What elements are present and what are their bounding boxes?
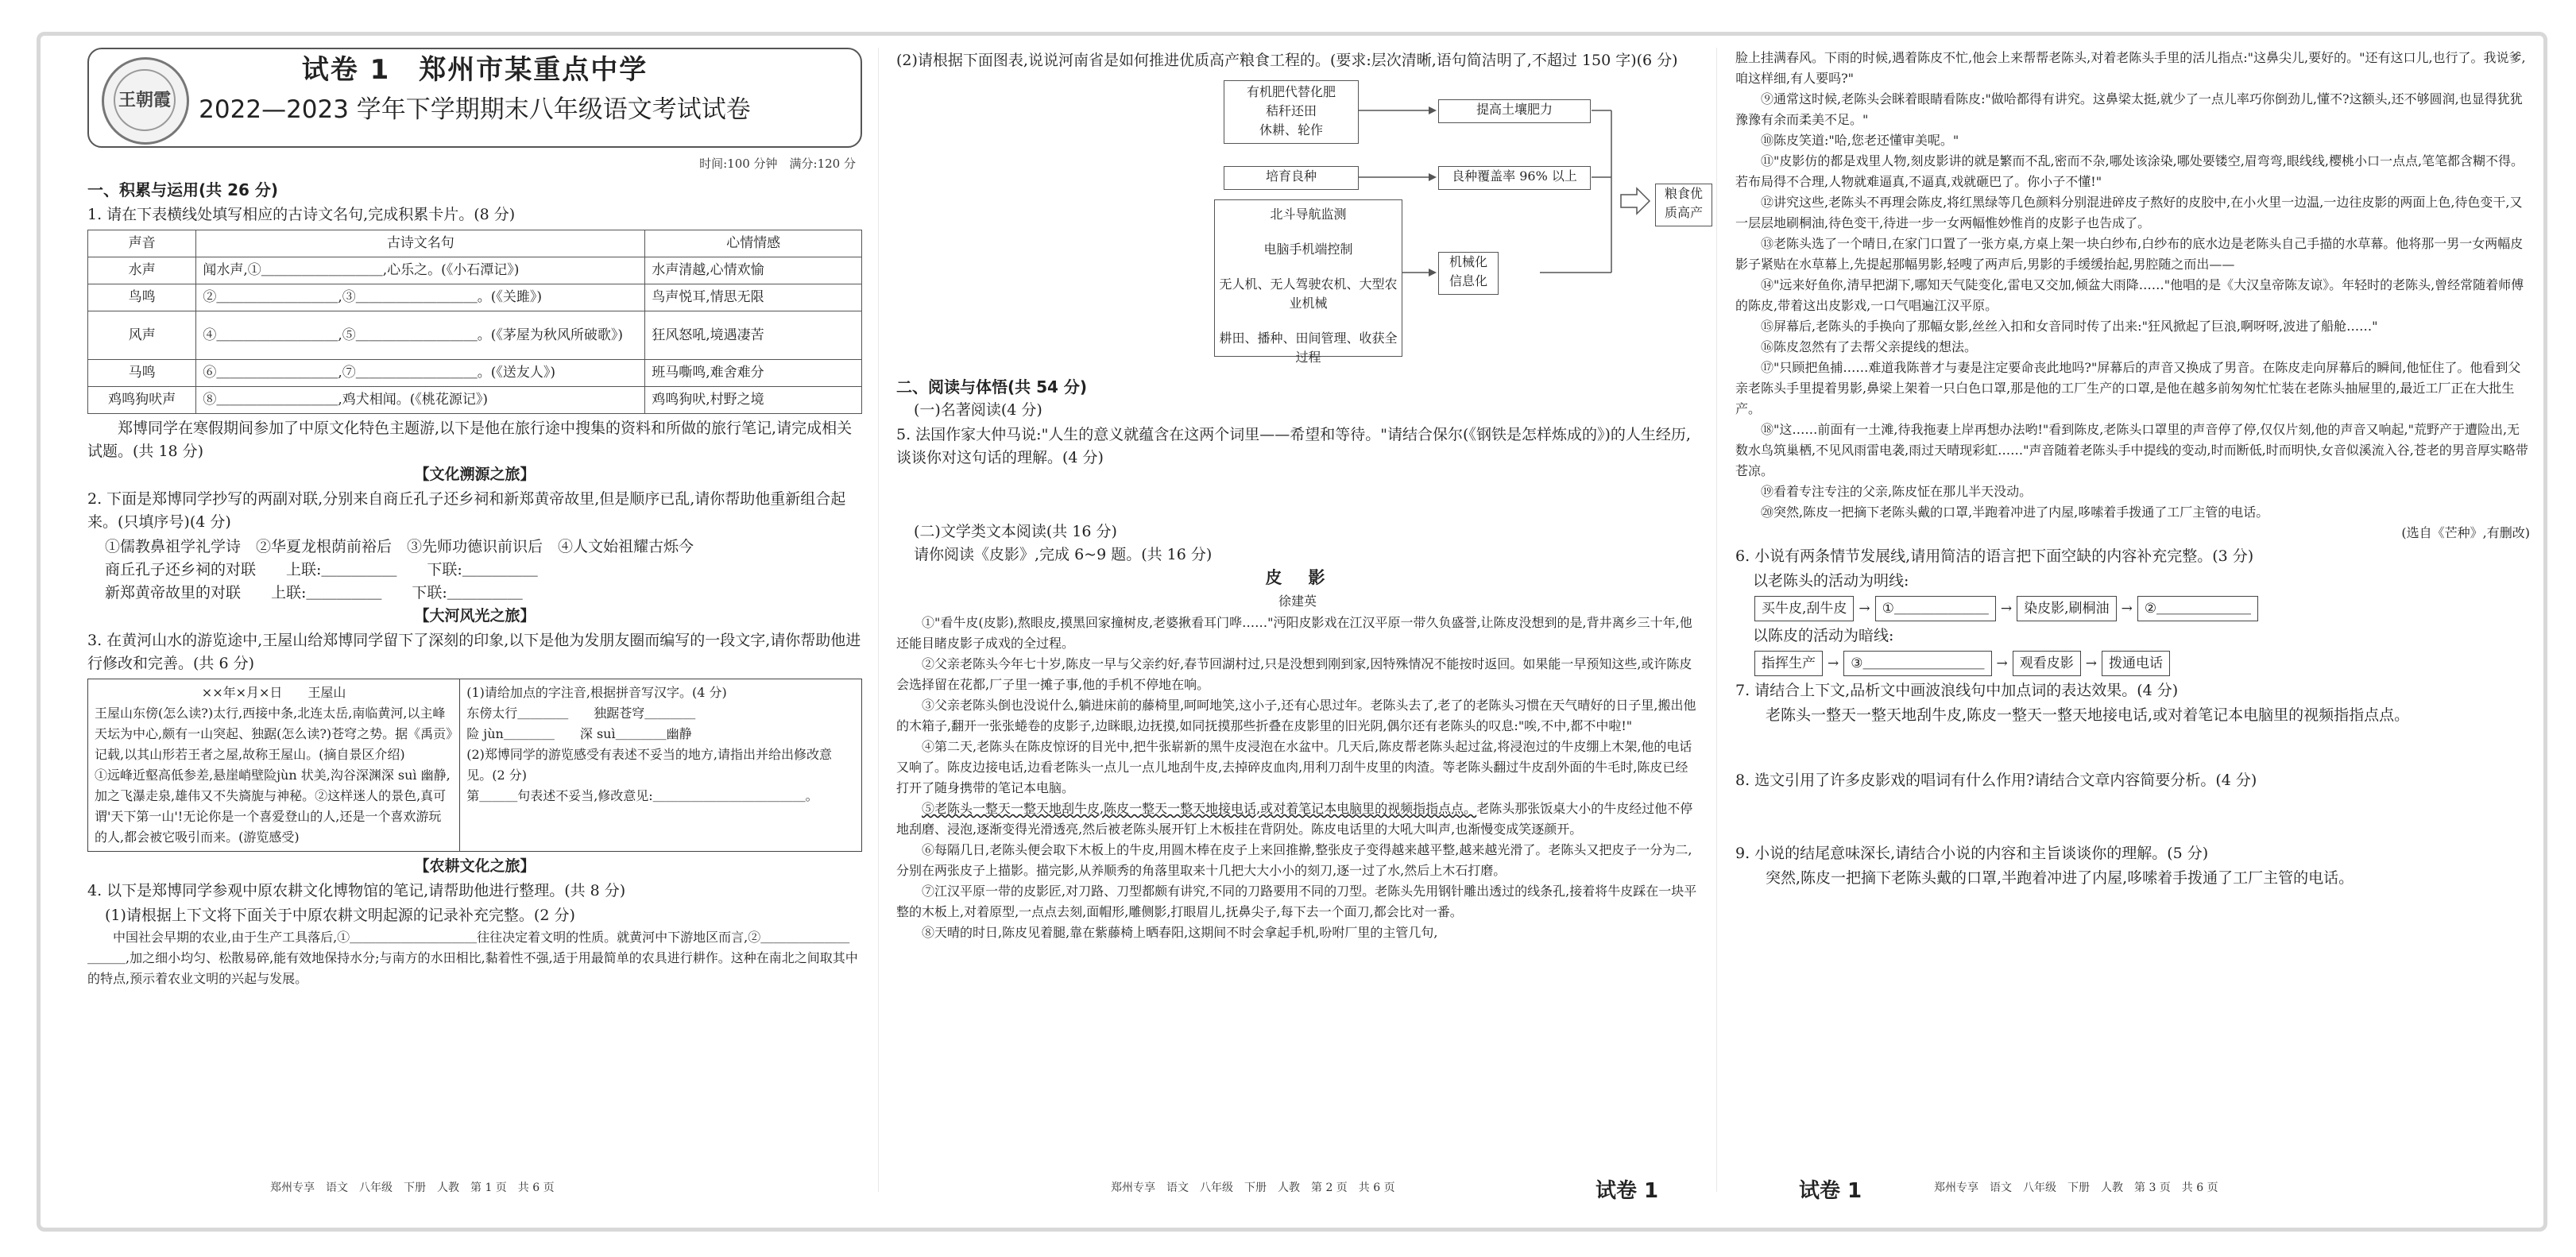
story-para-10: ⑩陈皮笑道:"哈,您老还懂审美呢。" (1761, 133, 1959, 148)
cell: 班马嘶鸣,难舍难分 (645, 360, 862, 387)
q6-line-2: 以陈皮的活动为暗线: (1753, 627, 1894, 644)
q7-quote[interactable]: 老陈头一整天一整天地刮牛皮,陈皮一整天一整天地接电话,或对着笔记本电脑里的视频指指点点。 (1766, 706, 2410, 724)
col-header: 声音 (88, 230, 196, 257)
column-2 (896, 48, 1703, 1203)
cell-input[interactable]: ⑧＿＿＿＿＿＿＿＿＿,鸡犬相闻。(《桃花源记》) (196, 387, 645, 414)
question-7: 7. 请结合上下文,品析文中画波浪线句中加点词的表达效果。(4 分) (1735, 682, 2179, 699)
couplet-options: ①儒教鼻祖学礼学诗 ②华夏龙根荫前裕后 ③先师功德识前识后 ④人文始祖耀古烁今 (105, 538, 694, 555)
cell-input[interactable]: ⑥＿＿＿＿＿＿＿＿＿,⑦＿＿＿＿＿＿＿＿＿。(《送友人》) (196, 360, 645, 387)
q9-quote[interactable]: 突然,陈皮一把摘下老陈头戴的口罩,半跑着冲进了内屋,哆嗦着手拨通了工厂主管的电话。 (1766, 869, 2354, 887)
question-6: 6. 小说有两条情节发展线,请用简洁的语言把下面空缺的内容补充完整。(3 分) (1735, 547, 2254, 565)
story-para-11: ⑪"皮影仿的都是戏里人物,刻皮影讲的就是繁而不乱,密而不杂,哪处该涂染,哪处要镂空,眉弯弯,眼线线,樱桃小口一点点,笔笔都含糊不得。若布局得不合理,人物就难逼真,不逼真,戏就砸巴了。你小子不懂!" (1735, 153, 2524, 189)
story-para-4: ④第二天,老陈头在陈皮惊讶的目光中,把牛张崭新的黑牛皮浸泡在水盆中。几天后,陈皮帮老陈头起过盆,将浸泡过的牛皮绷上木架,他的电话又响了。陈皮边接电话,边看老陈头一点儿一点儿地刮牛皮,去掉碎皮血肉,用利刀刮牛皮里的肉渣。等老陈头翻过牛皮刮外面的牛毛时,陈皮已经打开了随身携带的笔记本电脑。 (896, 739, 1692, 795)
q3-sub-1: (1)请给加点的字注音,根据拼音写汉字。(4 分) (466, 685, 727, 700)
arrow-right-icon: → (2000, 600, 2013, 617)
story-para-15: ⑮屏幕后,老陈头的手换向了那幅女影,丝丝入扣和女音同时传了出来:"狂风掀起了巨浪,啊呀呀,波进了船舱……" (1761, 319, 2378, 334)
story-para-8: ⑧天晴的时日,陈皮见着腿,靠在紫藤椅上晒春阳,这期间不时会拿起手机,吩咐厂里的主管几句, (922, 925, 1438, 940)
moments-text (88, 679, 460, 851)
story-para-13: ⑬老陈头选了一个晴日,在家门口置了一张方桌,方桌上架一块白纱布,白纱布的底水边是老陈头自己手描的水草幕。他将那一男一女两幅皮影子紧贴在水草幕上,先提起那幅男影,轻嗖了两声后,男影的手缓缓抬起,男腔随之而出—— (1735, 236, 2524, 272)
chain-box: 观看皮影 (2013, 651, 2081, 676)
fiction-intro: 请你阅读《皮影》,完成 6~9 题。(共 16 分) (914, 546, 1213, 563)
table-row (88, 387, 862, 414)
page-footer-2: 郑州专享 语文 八年级 下册 人教 第 2 页 共 6 页 (1111, 1182, 1395, 1194)
flow-box-fertilizer: 有机肥代替化肥 秸秆还田 休耕、轮作 (1224, 80, 1359, 144)
chain-blank[interactable]: ③＿＿＿＿＿＿＿＿＿ (1843, 651, 1991, 676)
col-header: 古诗文名句 (196, 230, 645, 257)
q6-line-1: 以老陈头的活动为明线: (1753, 572, 1909, 590)
story-para-8-cont: 脸上挂满春风。下雨的时候,遇着陈皮不忙,他会上来帮帮老陈头,对着老陈头手里的活儿指点:"这鼻尖儿,要好的。"还有这口儿,也行了。我说爹,咱这样细,有人要吗?" (1735, 50, 2526, 86)
exam-header (87, 48, 862, 148)
q3-sub-1-line-2[interactable]: 险 jùn＿＿＿＿ 深 suì＿＿＿＿幽静 (466, 726, 692, 741)
flow-box-seed: 培育良种 (1224, 166, 1359, 190)
section-heading-2: 二、阅读与体悟(共 54 分) (896, 377, 1088, 396)
question-8[interactable]: 8. 选文引用了许多皮影戏的唱词有什么作用?请结合文章内容简要分析。(4 分) (1735, 772, 2257, 789)
chain-blank[interactable]: ①＿＿＿＿＿＿＿ (1875, 596, 1996, 621)
column-3 (1735, 48, 2530, 1203)
moments-para-2: ①远峰近壑高低参差,悬崖峭壁险jùn 状美,沟谷深渊深 suì 幽静,加之飞瀑走泉,雄伟又不失旖旎与神秘。②这样迷人的景色,真可谓'天下第一山'!无论你是一个喜爱登山的人,还是一个喜欢游玩的人,都会被它吸引而来。(游览感受) (95, 768, 451, 845)
column-divider (1716, 48, 1717, 1192)
question-3: 3. 在黄河山水的游览途中,王屋山给郑博同学留下了深刻的印象,以下是他为发朋友圈而编写的一段文字,请你帮助他进行修改和完善。(共 6 分) (87, 632, 861, 672)
story-para-16: ⑯陈皮忽然有了去帮父亲提线的想法。 (1761, 339, 1978, 354)
moments-box (87, 679, 862, 852)
plot-chain-2 (1754, 651, 2530, 676)
cell: 鸟声悦耳,情思无限 (645, 284, 862, 311)
flow-step-control: 电脑手机端控制 (1263, 242, 1353, 257)
flow-step-process: 耕田、播种、田间管理、收获全过程 (1219, 331, 1398, 365)
subsection-fiction: (二)文学类文本阅读(共 16 分) (914, 523, 1117, 540)
q3-sub-2-line[interactable]: 第＿＿＿句表述不妥当,修改意见:＿＿＿＿＿＿＿＿＿＿＿＿。 (466, 788, 818, 803)
cell-input[interactable]: 闻水声,①＿＿＿＿＿＿＿＿＿,心乐之。(《小石潭记》) (196, 257, 645, 284)
cell: 水声 (88, 257, 196, 284)
moments-questions (460, 679, 861, 851)
moments-date: ××年×月×日 王屋山 (201, 685, 346, 700)
trip-heading-culture: 【文化溯源之旅】 (414, 466, 536, 483)
story-para-3: ③父亲老陈头倒也没说什么,躺进床前的藤椅里,呵呵地笑,这小子,还有心思过年。老陈头去了,老了的老陈头习惯在天气晴好的日子里,搬出他的木箱子,翻开一张张蜷卷的皮影子,边眯眼,边抚摸,如同抚摸那些折叠在皮影里的旧光阴,偶尔还有老陈头的叹息:"唉,不中,都不中啦!" (896, 698, 1696, 733)
story-para-7: ⑦江汉平原一带的皮影匠,对刀路、刀型都颇有讲究,不同的刀路要用不同的刀型。老陈头先用钢针雕出透过的线条孔,接着将牛皮踩在一块平整的木板上,对着原型,一点点去刻,面帽形,雕侧影,打眼眉儿,抚鼻尖子,每下去一个面刀,都会比对一番。 (896, 884, 1697, 919)
flow-box-machinery (1214, 199, 1402, 365)
exam-meta: 时间:100 分钟 满分:120 分 (699, 157, 856, 171)
chain-blank[interactable]: ②＿＿＿＿＿＿＿ (2137, 596, 2258, 621)
cell: 狂风怒吼,境遇凄苦 (645, 311, 862, 360)
story-para-6: ⑥每隔几日,老陈头便会取下木板上的牛皮,用圆木棒在皮子上来回推擀,整张皮子变得越来越平整,越来越光滑了。老陈头又把皮子一分为二,分别在两张皮子上描影。描完影,从养顺秀的角落里取来十几把大大小小的刻刀,逐一过了水,然后上木石打磨。 (896, 842, 1692, 878)
story-author: 徐建英 (1278, 594, 1317, 609)
table-row (88, 284, 862, 311)
couplet-answer-2[interactable]: 新郑黄帝故里的对联 上联:＿＿＿＿＿ 下联:＿＿＿＿＿ (105, 584, 523, 601)
arrow-right-icon: → (2085, 655, 2097, 671)
subsection-classics: (一)名著阅读(4 分) (914, 401, 1042, 419)
flow-diagram (896, 75, 1703, 369)
flow-step-beidou: 北斗导航监测 (1270, 207, 1347, 222)
chain-box: 染皮影,刷桐油 (2017, 596, 2116, 621)
flow-box-soil: 提高土壤肥力 (1438, 99, 1591, 123)
question-5[interactable]: 5. 法国作家大仲马说:"人生的意义就蕴含在这两个词里——希望和等待。"请结合保尔(《钢铁是怎样炼成的》)的人生经历,谈谈你对这句话的理解。(4 分) (896, 426, 1691, 466)
story-para-2: ②父亲老陈头今年七十岁,陈皮一早与父亲约好,春节回湖村过,只是没想到刚到家,因特殊情况不能按时返回。如果能一早预知这些,或许陈皮会选择留在花都,厂子里一摊子事,他的手机不停地在响。 (896, 656, 1692, 692)
col-header: 心情情感 (645, 230, 862, 257)
trip-intro: 郑博同学在寒假期间参加了中原文化特色主题游,以下是他在旅行途中搜集的资料和所做的旅行笔记,请完成相关试题。(共 18 分) (87, 420, 853, 460)
story-para-20: ⑳突然,陈皮一把摘下老陈头戴的口罩,半跑着冲进了内屋,哆嗦着手拨通了工厂主管的电话。 (1761, 505, 2269, 520)
flow-step-drones: 无人机、无人驾驶农机、大型农业机械 (1219, 277, 1398, 311)
story-para-9: ⑨通常这时候,老陈头会眯着眼睛看陈皮:"做哈都得有讲究。这鼻梁太挺,就少了一点儿率巧你倒劲儿,懂不?这额头,还不够圆润,也显得犹犹豫豫有余而柔美不足。" (1735, 91, 2523, 127)
story-para-12: ⑫讲究这些,老陈头不再理会陈皮,将红黑绿等几色颜料分别混进碎皮子熬好的皮胶中,在小火里一边温,一边往皮影的两面上色,待色变干,又一层层地刷桐油,待色变干,待进一步一女两幅惟妙惟肖的皮影子也告成了。 (1735, 195, 2523, 230)
paper-mark: 试卷 1 (1799, 1179, 1862, 1203)
column-1 (87, 48, 862, 1200)
flow-box-seed-rate: 良种覆盖率 96% 以上 (1438, 166, 1591, 190)
paper-title: 试卷 1 郑州市某重点中学 (301, 54, 648, 86)
cell-input[interactable]: ②＿＿＿＿＿＿＿＿＿,③＿＿＿＿＿＿＿＿＿。(《关雎》) (196, 284, 645, 311)
logo-text: 王朝霞 (114, 69, 176, 131)
story-para-5-rest: 老陈头那张饭桌大小的牛皮经过他不停地刮磨、浸泡,逐渐变得光滑透亮,然后被老陈头展开钉上木板挂在背阴处。陈皮电话里的大吼大叫声,也渐慢变成笑逐颜开。 (896, 801, 1693, 837)
story-para-14: ⑭"远来好鱼你,清早把湖下,哪知天气陡变化,雷电又交加,倾盆大雨降……"他唱的是《大汉皇帝陈友谅》。年轻时的老陈头,曾经常随着师傅的陈皮,带着这出皮影戏,一口气唱遍江汉平原。 (1735, 277, 2524, 313)
question-1: 1. 请在下表横线处填写相应的古诗文名句,完成积累卡片。(8 分) (87, 206, 516, 223)
arrow-right-icon: → (2121, 600, 2133, 617)
story-para-18: ⑱"这……前面有一土滩,待我拖妻上岸再想办法哟!"看到陈皮,老陈头口罩里的声音停了停,仅仅片刻,他的声音又响起,"荒野产于遭险出,无数水鸟筑巢栖,不见风雨雷电袭,雨过天晴现彩虹……"声音随着老陈头手中提线的变动,时而断低,时而明快,女音似溪流入谷,苍老的男音厚实略带苍凉。 (1735, 422, 2528, 478)
cell: 鸟鸣 (88, 284, 196, 311)
question-9: 9. 小说的结尾意味深长,请结合小说的内容和主旨谈谈你的理解。(5 分) (1735, 845, 2209, 862)
question-2: 2. 下面是郑博同学抄写的两副对联,分别来自商丘孔子还乡祠和新郑黄帝故里,但是顺序已乱,请你帮助他重新组合起来。(只填序号)(4 分) (87, 490, 846, 531)
story-para-17: ⑰"只顾把鱼捕……难道我陈普才与妻是注定要命丧此地吗?"屏幕后的声音又换成了男音。在陈皮走向屏幕后的瞬间,他怔住了。他看到父亲老陈头手里提着男影,鼻梁上架着一只白色口罩,那是他的工厂生产的口罩,是他在越多前匆匆忙忙装在老陈头抽屉里的,最近工厂正在大批生产。 (1735, 360, 2521, 416)
arrow-right-icon: → (1996, 655, 2008, 671)
chain-box: 拨通电话 (2102, 651, 2170, 676)
paper-subtitle: 2022—2023 学年下学期期末八年级语文考试试卷 (199, 95, 751, 124)
story-para-1: ①"看牛皮(皮影),熬眼皮,摸黑回家撞树皮,老婆揪看耳门哗……"沔阳皮影戏在江汉平原一带久负盛誉,让陈皮没想到的是,背井离乡三十年,他还能目睹皮影子成戏的全过程。 (896, 615, 1692, 651)
story-title: 皮 影 (1265, 568, 1330, 587)
table-row (88, 360, 862, 387)
question-4-1-text[interactable]: 中国社会早期的农业,由于生产工具落后,①＿＿＿＿＿＿＿＿＿＿往往决定着文明的性质。就黄河中下游地区而言,②＿＿＿＿＿＿＿＿＿＿,加之细小均匀、松散易碎,能有效地保持水分;与南方的水田相比,黏着性不强,适于用最简单的农具进行耕作。这种在南北之间取其中的特点,预示着农业文明的兴起与发展。 (87, 930, 858, 986)
trip-heading-farming: 【农耕文化之旅】 (414, 857, 536, 875)
column-divider (878, 48, 879, 1192)
cell: 马鸣 (88, 360, 196, 387)
plot-chain-1 (1754, 596, 2530, 621)
cell: 鸡鸣狗吠,村野之境 (645, 387, 862, 414)
cell: 鸡鸣狗吠声 (88, 387, 196, 414)
arrow-right-icon: → (1828, 655, 1839, 671)
page-footer-3: 郑州专享 语文 八年级 下册 人教 第 3 页 共 6 页 (1934, 1182, 2218, 1194)
wavy-sentence: ⑤老陈头一整天一整天地刮牛皮,陈皮一整天一整天地接电话,或对着笔记本电脑里的视频指指点点。 (922, 801, 1477, 816)
section-heading-1: 一、积累与运用(共 26 分) (87, 180, 279, 199)
poem-table (87, 230, 862, 414)
paper-mark: 试卷 1 (1595, 1179, 1659, 1203)
arrow-right-icon: → (1859, 600, 1870, 617)
chain-box: 指挥生产 (1754, 651, 1823, 676)
cell: 风声 (88, 311, 196, 360)
page-footer-1: 郑州专享 语文 八年级 下册 人教 第 1 页 共 6 页 (270, 1182, 555, 1194)
flow-box-mechanize: 机械化 信息化 (1438, 252, 1499, 295)
question-4-2: (2)请根据下面图表,说说河南省是如何推进优质高产粮食工程的。(要求:层次清晰,语句简洁明了,不超过 150 字)(6 分) (896, 52, 1678, 69)
story-para-19: ⑲看着专注专注的父亲,陈皮怔在那儿半天没动。 (1761, 484, 2033, 499)
moments-para-1: 王屋山东傍(怎么读?)太行,西接中条,北连太岳,南临黄河,以主峰天坛为中心,颇有一山突起、独踞(怎么读?)苍穹之势。据《禹贡》记载,以其山形若王者之屋,故称王屋山。(摘自景区介绍) (95, 706, 453, 762)
table-header-row (88, 230, 862, 257)
story-source: (选自《芒种》,有删改) (2401, 525, 2530, 540)
q3-sub-2: (2)郑博同学的游览感受有表述不妥当的地方,请指出并给出修改意见。(2 分) (466, 747, 832, 783)
cell-input[interactable]: ④＿＿＿＿＿＿＿＿＿,⑤＿＿＿＿＿＿＿＿＿。(《茅屋为秋风所破歌》) (196, 311, 645, 360)
question-4-1: (1)请根据上下文将下面关于中原农耕文明起源的记录补充完整。(2 分) (105, 907, 575, 924)
q3-sub-1-line-1[interactable]: 东傍太行＿＿＿＿ 独踞苍穹＿＿＿＿ (466, 706, 696, 721)
couplet-answer-1[interactable]: 商丘孔子还乡祠的对联 上联:＿＿＿＿＿ 下联:＿＿＿＿＿ (105, 561, 538, 578)
table-row (88, 257, 862, 284)
table-row (88, 311, 862, 360)
chain-box: 买牛皮,刮牛皮 (1754, 596, 1854, 621)
trip-heading-river: 【大河风光之旅】 (414, 607, 536, 625)
flow-box-result: 粮食优 质高产 (1655, 184, 1712, 226)
question-4: 4. 以下是郑博同学参观中原农耕文化博物馆的笔记,请帮助他进行整理。(共 8 分) (87, 882, 626, 899)
story-para-5 (896, 799, 1699, 840)
cell: 水声清越,心情欢愉 (645, 257, 862, 284)
